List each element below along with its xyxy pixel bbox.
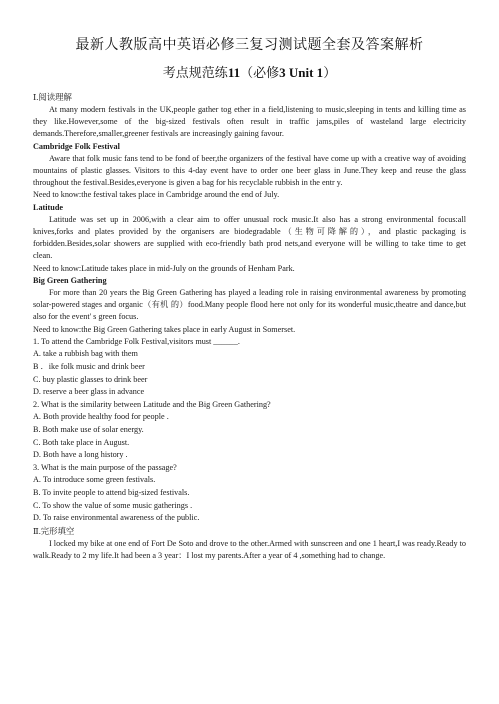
question-1	[33, 336, 466, 399]
reading-intro: At many modern festivals in the UK,people gather tog ether in a field,listening to music,sleeping in tents and killing time as they like.However,some of the big-sized festivals often result in traffic jams,piles of wasteland large electricity demands.Therefore,smaller,greener festivals are increasingly gaining favour.	[33, 105, 466, 139]
option-d: D. reserve a beer glass in advance	[33, 387, 145, 397]
question-3	[33, 462, 466, 525]
option-c: C. Both take place in August.	[33, 437, 130, 447]
option-b: B ．ike folk music and drink beer	[33, 362, 145, 372]
cloze-body: I locked my bike at one end of Fort De Soto and drove to the other.Armed with sunscreen and one 1 heart,I was ready.Ready to walk.Ready to 2 my life.It had been a 3 year：I lost my parents.After a year of 4 ,something had to change.	[33, 538, 466, 560]
option-a: A. To introduce some green festivals.	[33, 475, 156, 485]
latitude-body: Latitude was set up in 2006,with a clear aim to offer unusual rock music.It also has a strong environmental focus:all knives,forks and plates provided by the organisers are biodegradable（生物可降解的），and plastic packaging is forbidden.Besides,solar showers are supplied with eco-friendly bath prod nets,and everyone will be willing to take time to get clean.	[33, 214, 466, 261]
question-stem: 3. What is the main purpose of the passage?	[33, 462, 177, 472]
subtitle-unit: 3 Unit 1	[279, 65, 324, 80]
section-heading-cloze: Ⅱ.完形填空	[33, 526, 75, 536]
cambridge-body: Aware that folk music fans tend to be fond of beer,the organizers of the festival have come up with a creative way of avoiding mountains of plastic glasses. Visitors to this 4-day event have to order one beer glass in June.They keep and reuse the glass throughout the festival.Besides,everyone is given a bag for his recyclable rubbish in the entr y.	[33, 153, 466, 188]
question-2	[33, 399, 466, 462]
document-subtitle	[33, 62, 466, 81]
biggreen-body: For more than 20 years the Big Green Gathering has played a leading role in raising environmental awareness by promoting solar-powered stages and organic（有机 的）food.Many people flood here not only for its wonderful music,theatre and dance,but also for the event' s green focus.	[33, 288, 466, 322]
subtitle-prefix: 考点规范练	[162, 66, 228, 81]
latitude-heading: Latitude	[33, 202, 64, 212]
latitude-need-to-know: Need to know:Latitude takes place in mid-July on the grounds of Henham Park.	[33, 263, 295, 273]
option-b: B. To invite people to attend big-sized festivals.	[33, 487, 190, 497]
subtitle-end: ）	[323, 66, 337, 81]
option-c: C. To show the value of some music gatherings .	[33, 500, 193, 510]
subtitle-suffix: （必修	[240, 66, 280, 81]
biggreen-heading: Big Green Gathering	[33, 275, 107, 285]
question-stem: 2. What is the similarity between Latitude and the Big Green Gathering?	[33, 399, 271, 409]
cambridge-heading: Cambridge Folk Festival	[33, 141, 120, 151]
question-stem: 1. To attend the Cambridge Folk Festival,visitors must ______.	[33, 336, 240, 346]
document-title: 最新人教版高中英语必修三复习测试题全套及答案解析	[75, 37, 424, 53]
subtitle-number: 11	[227, 65, 241, 80]
biggreen-need-to-know: Need to know:the Big Green Gathering takes place in early August in Somerset.	[33, 324, 296, 334]
option-a: A. Both provide healthy food for people .	[33, 412, 169, 422]
option-d: D. To raise environmental awareness of the public.	[33, 513, 200, 523]
option-d: D. Both have a long history .	[33, 450, 128, 460]
option-c: C. buy plastic glasses to drink beer	[33, 374, 148, 384]
option-a: A. take a rubbish bag with them	[33, 349, 138, 359]
section-heading-reading: Ⅰ.阅读理解	[33, 93, 72, 102]
cambridge-need-to-know: Need to know:the festival takes place in Cambridge around the end of July.	[33, 190, 280, 200]
option-b: B. Both make use of solar energy.	[33, 425, 144, 435]
